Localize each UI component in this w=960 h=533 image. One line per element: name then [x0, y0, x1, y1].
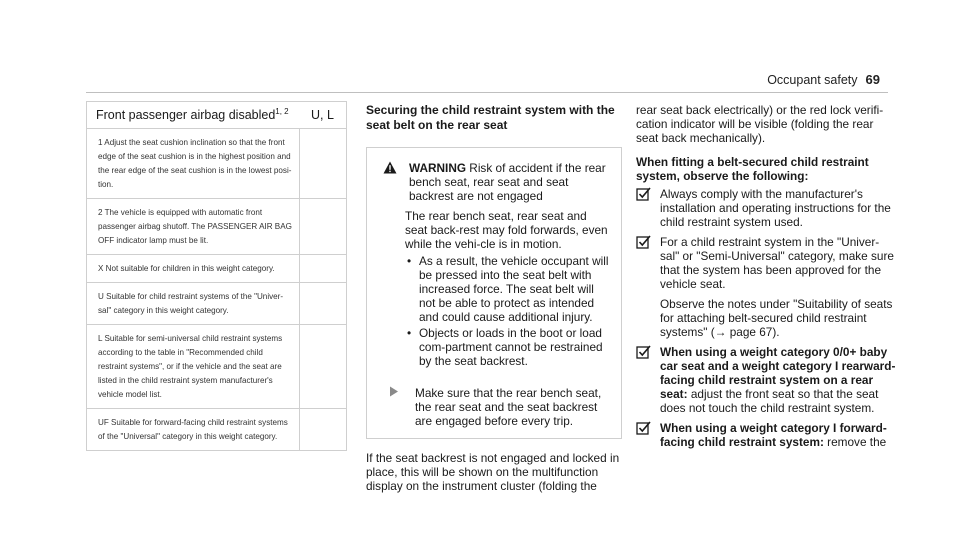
- table-note: 2 The vehicle is equipped with automatic front passenger airbag shutoff. The PASSENGER AIR BAG OFF indicator lamp must be lit.: [98, 208, 292, 245]
- body-paragraph: rear seat back electrically) or the red lock verifi-cation indicator will be visible (folding the rear seat back mechanically).: [636, 103, 884, 145]
- checklist-heading: When fitting a belt-secured child restraint system, observe the following:: [636, 155, 869, 183]
- warning-triangle-icon: [383, 161, 403, 203]
- table-note: 1 Adjust the seat cushion inclination so that the front edge of the seat cushion is in the highest position and the rear edge of the seat cushion is in the lowest posi-tion.: [98, 138, 292, 189]
- checkbox-checked-icon: [636, 421, 652, 435]
- warning-label: WARNING: [409, 161, 467, 175]
- warning-bullets: [405, 254, 611, 368]
- warning-text: Risk of accident if the rear bench seat, rear seat and seat backrest are not engaged: [409, 161, 606, 203]
- table-note: L Suitable for semi-universal child restraint systems according to the table in "Recommended child restraint systems", or if the vehicle and the seat are listed in the child restraint system manufacturer's vehicle model list.: [98, 334, 283, 399]
- warning-body: The rear bench seat, rear seat and seat back-rest may fold forwards, even while the vehi-cle is in motion.: [405, 209, 608, 251]
- checklist-item: For a child restraint system in the "Univer-sal" or "Semi-Universal" category, make sure that the system has been approved for the vehicle seat. Observe the notes under "Suitability of seats for attaching belt-secured child restraint systems" (→ page 67).: [636, 235, 896, 339]
- section-heading: Securing the child restraint system with the seat belt on the rear seat: [366, 103, 615, 132]
- table-header: [87, 102, 346, 129]
- list-item: • Objects or loads in the boot or load com-partment cannot be restrained by the seat backrest.: [405, 326, 611, 368]
- list-item: • As a result, the vehicle occupant will be pressed into the seat belt with increased force. The seat belt will not be able to protect as intended and could cause additional injury.: [405, 254, 611, 324]
- table-row: [87, 409, 346, 450]
- checkbox-checked-icon: [636, 345, 652, 359]
- checkbox-checked-icon: [636, 235, 652, 249]
- table-note: X Not suitable for children in this weight category.: [98, 264, 275, 273]
- checklist-item: When using a weight category 0/0+ baby car seat and a weight category I rearward-facing child restraint system on a rear seat: adjust the front seat so that the seat does not touch the child restraint system.: [636, 345, 896, 415]
- checklist-item: When using a weight category I forward-facing child restraint system: remove the: [636, 421, 896, 449]
- checklist-note: Observe the notes under "Suitability of seats for attaching belt-secured child restraint systems" (→ page 67).: [660, 297, 893, 339]
- table-row: [87, 255, 346, 283]
- table-note: U Suitable for child restraint systems of the "Univer-sal" category in this weight category.: [98, 292, 284, 315]
- action-arrow-icon: [389, 386, 407, 428]
- page-number: 69: [865, 72, 880, 87]
- suitability-table: [86, 101, 347, 451]
- warning-box: [366, 147, 622, 439]
- body-paragraph: If the seat backrest is not engaged and locked in place, this will be shown on the multifunction display on the instrument cluster (folding the: [366, 451, 620, 493]
- table-note: UF Suitable for forward-facing child restraint systems of the "Universal" category in this weight category.: [98, 418, 288, 441]
- page-header: [767, 72, 880, 87]
- action-step: [389, 386, 611, 428]
- middle-column: [366, 103, 622, 505]
- footnote-ref: 1, 2: [275, 107, 289, 117]
- table-header-label: Front passenger airbag disabled$^{1, 2}$: [96, 107, 289, 123]
- checklist-item: Always comply with the manufacturer's installation and operating instructions for the child restraint system used.: [636, 187, 896, 229]
- right-column: [636, 103, 896, 455]
- table-row: [87, 325, 346, 409]
- warning-header: [379, 161, 611, 203]
- action-text: Make sure that the rear bench seat, the rear seat and the seat backrest are engaged before every trip.: [415, 386, 602, 428]
- table-row: [87, 129, 346, 199]
- table-header-value: U, L: [311, 108, 334, 122]
- header-divider: [86, 92, 888, 93]
- table-row: [87, 199, 346, 255]
- section-title: Occupant safety: [767, 73, 858, 87]
- checkbox-checked-icon: [636, 187, 652, 201]
- table-row: [87, 283, 346, 325]
